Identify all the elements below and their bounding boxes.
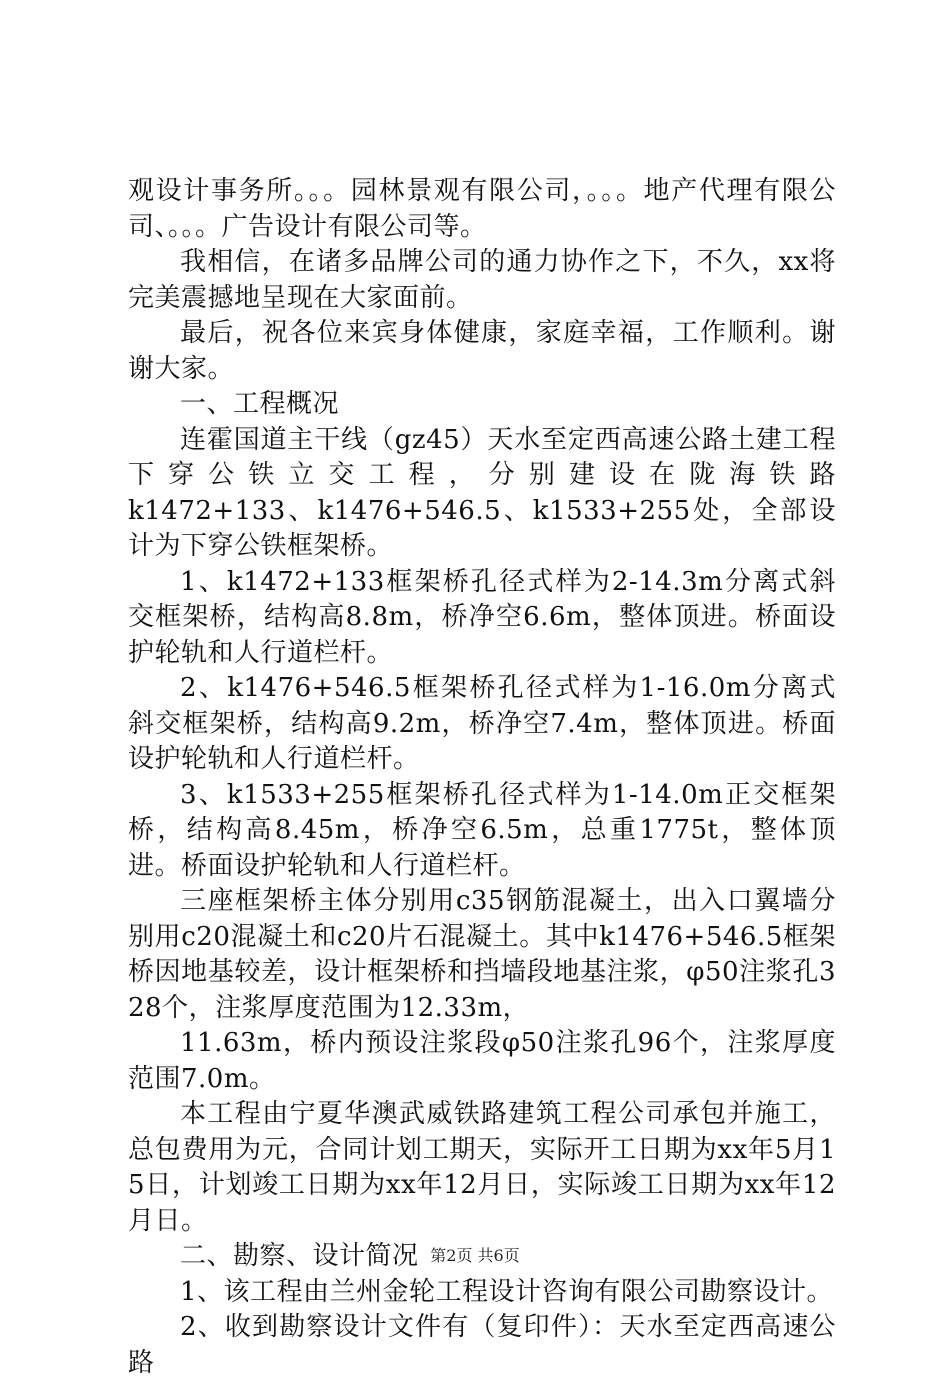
paragraph: 2、收到勘察设计文件有（复印件）：天水至定西高速公路 [128, 1312, 836, 1378]
paragraph: 1、k1472+133框架桥孔径式样为2-14.3m分离式斜交框架桥，结构高8.8m，桥净空6.6m，整体顶进。桥面设护轮轨和人行道栏杆。 [128, 566, 836, 668]
paragraph: 观设计事务所。。。园林景观有限公司，。。。地产代理有限公司、。。。广告设计有限公司等。 [128, 176, 836, 242]
paragraph: 11.63m，桥内预设注浆段φ50注浆孔96个，注浆厚度范围7.0m。 [128, 1028, 836, 1094]
document-body [128, 174, 836, 1381]
paragraph: 2、k1476+546.5框架桥孔径式样为1-16.0m分离式斜交框架桥，结构高9.2m，桥净空7.4m，整体顶进。桥面设护轮轨和人行道栏杆。 [128, 673, 836, 774]
page-footer [0, 1243, 950, 1266]
paragraph: 二、勘察、设计简况 [180, 1241, 419, 1271]
paragraph: 最后，祝各位来宾身体健康，家庭幸福，工作顺利。谢谢大家。 [128, 318, 836, 384]
paragraph: 3、k1533+255框架桥孔径式样为1-14.0m正交框架桥，结构高8.45m，桥净空6.5m，总重1775t，整体顶进。桥面设护轮轨和人行道栏杆。 [128, 779, 836, 881]
page-number: 第2页 共6页 [430, 1246, 520, 1265]
paragraph: 一、工程概况 [180, 389, 340, 419]
paragraph: k1472+133、k1476+546.5、k1533+255处，全部设计为下穿公铁框架桥。 [128, 495, 836, 561]
paragraph: 本工程由宁夏华澳武威铁路建筑工程公司承包并施工，总包费用为元，合同计划工期天，实际开工日期为xx年5月15日，计划竣工日期为xx年12月日，实际竣工日期为xx年12月日。 [128, 1099, 836, 1236]
paragraph: 1、该工程由兰州金轮工程设计咨询有限公司勘察设计。 [180, 1276, 834, 1307]
paragraph: 连霍国道主干线（gz45）天水至定西高速公路土建工程下穿公铁立交工程，分别建设在陇海铁路 [128, 424, 836, 490]
paragraph: 我相信，在诸多品牌公司的通力协作之下，不久，xx将完美震撼地呈现在大家面前。 [128, 247, 836, 313]
paragraph: 三座框架桥主体分别用c35钢筋混凝土，出入口翼墙分别用c20混凝土和c20片石混凝土。其中k1476+546.5框架桥因地基较差，设计框架桥和挡墙段地基注浆，φ50注浆孔328个，注浆厚度范围为12.33m， [128, 886, 836, 1023]
